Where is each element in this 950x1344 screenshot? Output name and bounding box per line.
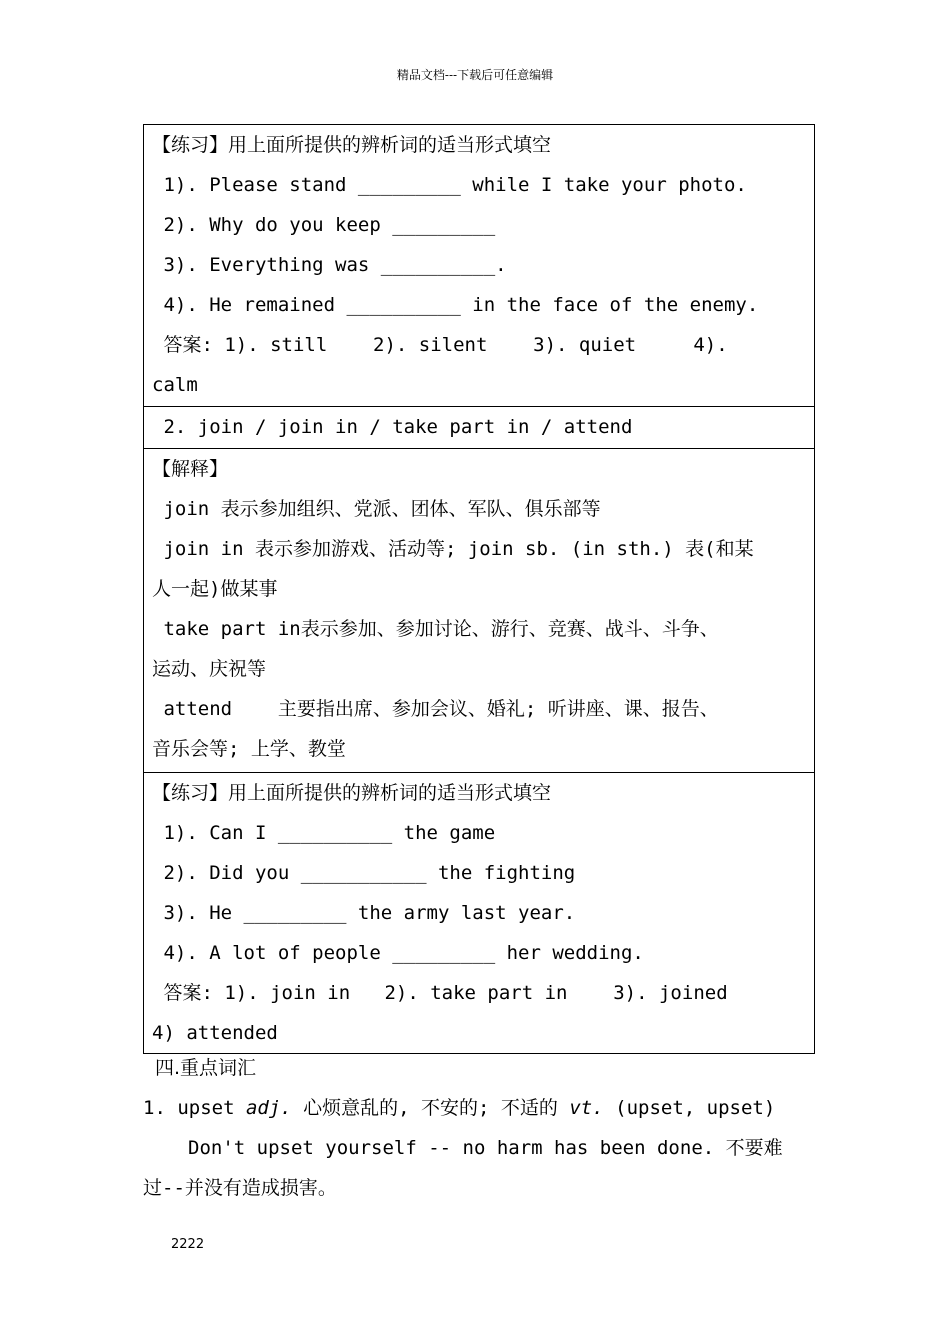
word-group-text: 2. join / join in / take part in / attend xyxy=(152,416,633,438)
explanation-line: attend 主要指出席、参加会议、婚礼; 听讲座、课、报告、 xyxy=(152,698,719,720)
example-sentence: Don't upset yourself -- no harm has been done. 不要难 xyxy=(188,1137,783,1159)
page-number: 2222 xyxy=(171,1237,205,1252)
content-table xyxy=(143,124,815,1054)
exercise-heading: 【练习】用上面所提供的辨析词的适当形式填空 xyxy=(152,134,552,156)
exercise-line: 1). Can I __________ the game xyxy=(152,822,496,844)
vocab-word: 1. upset xyxy=(143,1097,246,1119)
answer-line-cont: 4) attended xyxy=(152,1022,278,1044)
exercise-line: 2). Why do you keep _________ xyxy=(152,214,496,236)
answer-line-cont: calm xyxy=(152,374,198,396)
answer-line: 答案: 1). join in 2). take part in 3). joined xyxy=(152,982,728,1004)
part-of-speech: vt. xyxy=(569,1097,604,1119)
exercise-block-2 xyxy=(144,773,814,1053)
explanation-heading: 【解释】 xyxy=(152,458,229,480)
exercise-line: 4). He remained __________ in the face of the enemy. xyxy=(152,294,759,316)
word-group-title xyxy=(144,407,814,449)
explanation-line: 人一起)做某事 xyxy=(152,578,278,600)
answer-line: 答案: 1). still 2). silent 3). quiet 4). xyxy=(152,334,728,356)
section-title: 四.重点词汇 xyxy=(155,1057,257,1079)
exercise-block-1 xyxy=(144,125,814,407)
vocab-entry xyxy=(143,1088,815,1128)
exercise-line: 2). Did you ___________ the fighting xyxy=(152,862,576,884)
explanation-line: join 表示参加组织、党派、团体、军队、俱乐部等 xyxy=(152,498,601,520)
exercise-line: 3). He _________ the army last year. xyxy=(152,902,576,924)
example-translation: 过--并没有造成损害。 xyxy=(143,1177,337,1199)
explanation-line: join in 表示参加游戏、活动等; join sb. (in sth.) 表(和某 xyxy=(152,538,754,560)
explanation-line: take part in表示参加、参加讨论、游行、竞赛、战斗、斗争、 xyxy=(152,618,719,640)
exercise-line: 4). A lot of people _________ her wedding. xyxy=(152,942,644,964)
vocab-section xyxy=(143,1048,815,1208)
explanation-line: 音乐会等; 上学、教堂 xyxy=(152,738,346,760)
vocab-forms: (upset, upset) xyxy=(603,1097,776,1119)
explanation-line: 运动、庆祝等 xyxy=(152,658,267,680)
page-header: 精品文档---下载后可任意编辑 xyxy=(396,68,554,82)
vocab-definition: 心烦意乱的, 不安的; 不适的 xyxy=(291,1097,570,1119)
exercise-heading: 【练习】用上面所提供的辨析词的适当形式填空 xyxy=(152,782,552,804)
exercise-line: 3). Everything was __________. xyxy=(152,254,507,276)
part-of-speech: adj. xyxy=(245,1097,292,1119)
exercise-line: 1). Please stand _________ while I take your photo. xyxy=(152,174,747,196)
explanation-block xyxy=(144,449,814,773)
